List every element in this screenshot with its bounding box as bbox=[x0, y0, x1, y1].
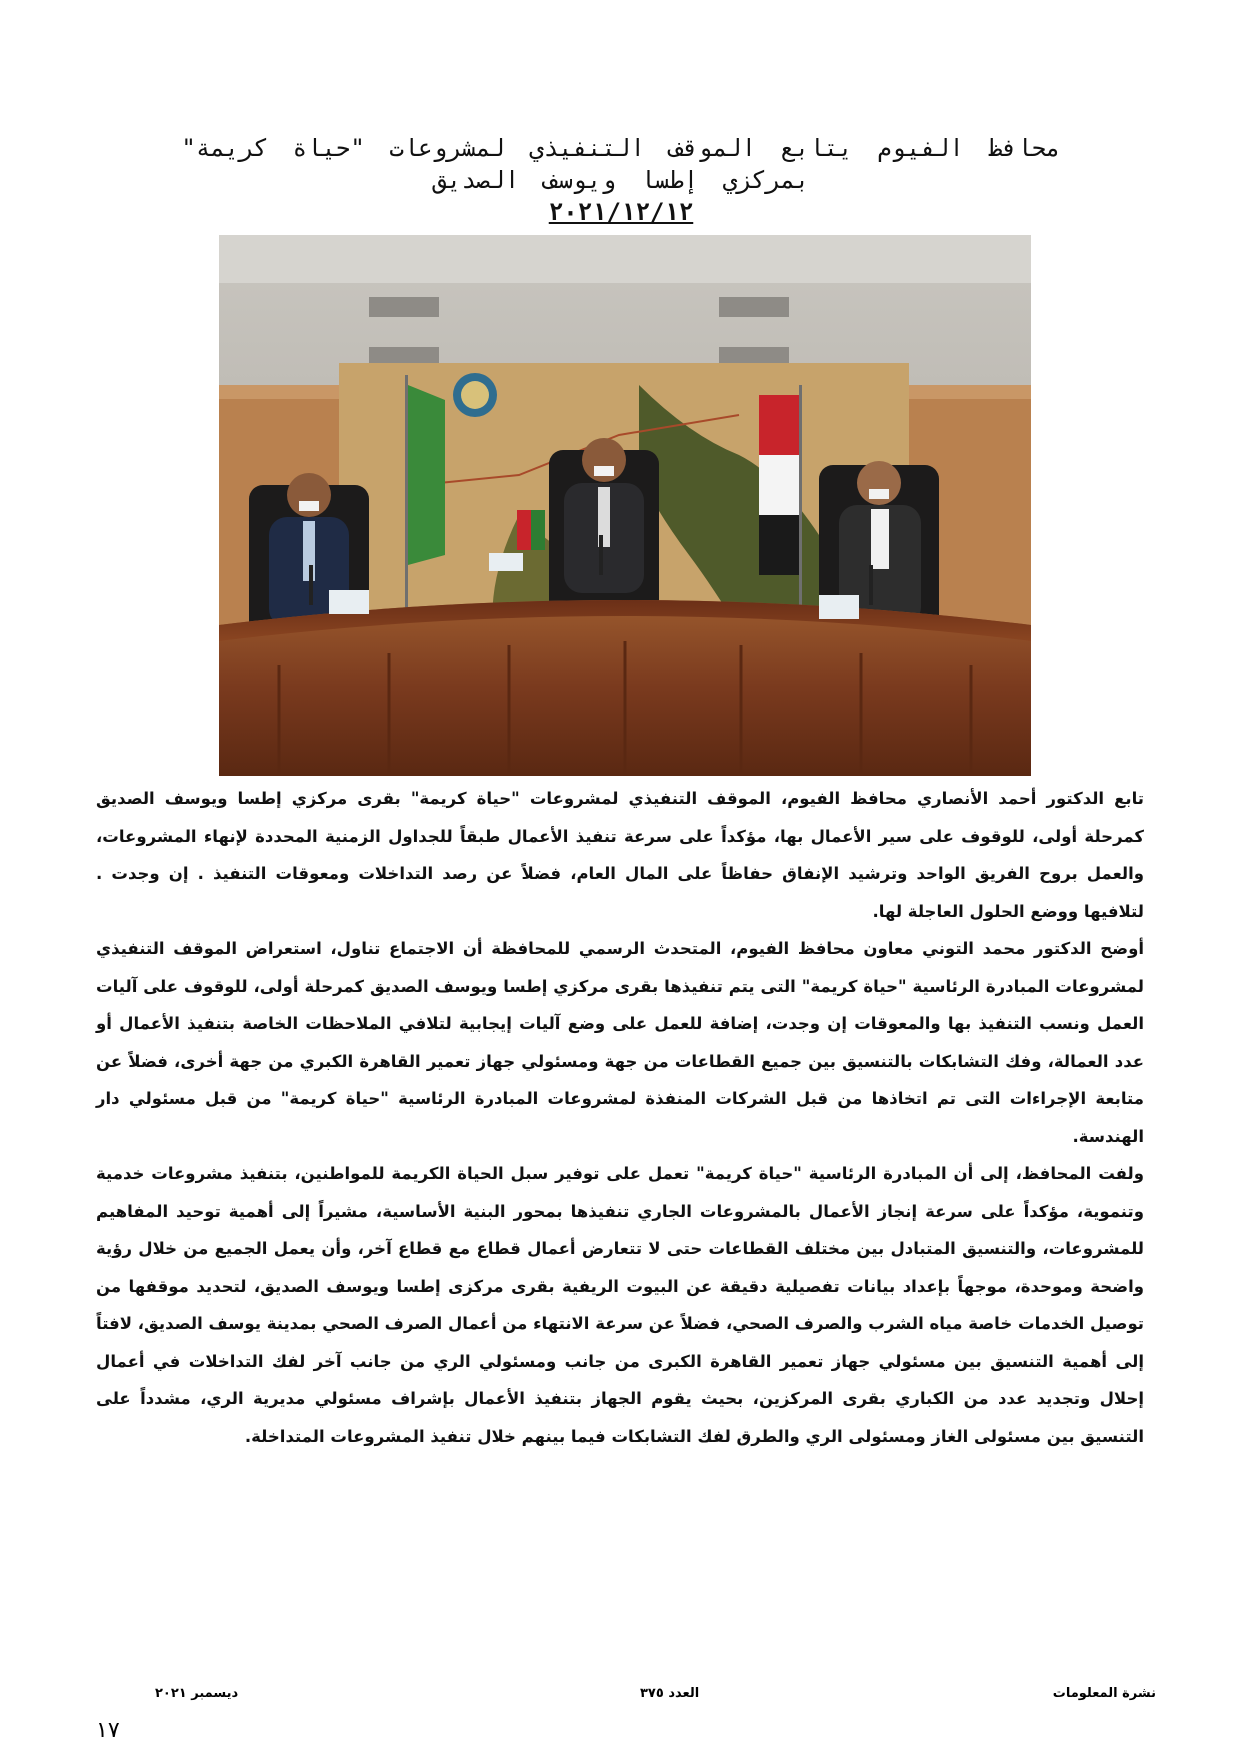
title-line-2: بمركزي إطسا ويوسف الصديق bbox=[432, 166, 810, 194]
article-body bbox=[96, 780, 1144, 1455]
page-footer bbox=[0, 1686, 1241, 1706]
meeting-photo-illustration bbox=[219, 235, 1031, 776]
footer-issue: العدد ٣٧٥ bbox=[640, 1686, 700, 1701]
meeting-photo bbox=[219, 235, 1031, 776]
footer-publication: نشرة المعلومات bbox=[1052, 1686, 1156, 1701]
footer-date: ديسمبر ٢٠٢١ bbox=[155, 1686, 239, 1701]
paragraph-3: ولفت المحافظ، إلى أن المبادرة الرئاسية "حياة كريمة" تعمل على توفير سبل الحياة الكريمة للمواطنين، بتنفيذ مشروعات خدمية وتنموية، مؤكداً على سرعة إنجاز الأعمال بالمشروعات الجاري تنفيذها بمحور البنية الأساسية، مشيراً إلى أهمية توحيد المفاهيم للمشروعات، والتنسيق المتبادل بين مختلف القطاعات حتى لا تتعارض أعمال قطاع مع قطاع آخر، وأن يعمل الجميع من خلال رؤية واضحة وموحدة، موجهاً بإعداد بيانات تفصيلية دقيقة عن البيوت الريفية بقرى مركزى إطسا ويوسف الصديق، لتحديد موقفها من توصيل الخدمات خاصة مياه الشرب والصرف الصحي، فضلاً عن سرعة الانتهاء من أعمال الصرف الصحي بمدينة يوسف الصديق، لافتاً إلى أهمية التنسيق بين مسئولي جهاز تعمير القاهرة الكبرى من جانب ومسئولي الري من جانب آخر لفك التداخلات في أعمال إحلال وتجديد عدد من الكباري بقرى المركزين، بحيث يقوم الجهاز بتنفيذ الأعمال بإشراف مسئولي مديرية الري، مشدداً على التنسيق بين مسئولى الغاز ومسئولى الري والطرق لفك التشابكات فيما بينهم خلال تنفيذ المشروعات المتداخلة. bbox=[96, 1164, 1144, 1446]
paragraph-2: أوضح الدكتور محمد التوني معاون محافظ الفيوم، المتحدث الرسمي للمحافظة أن الاجتماع تناول، استعراض الموقف التنفيذي لمشروعات المبادرة الرئاسية "حياة كريمة" التى يتم تنفيذها بقرى مركزي إطسا ويوسف الصديق كمرحلة أولى، للوقوف على آليات العمل ونسب التنفيذ بها والمعوقات إن وجدت، إضافة للعمل على وضع آليات إيجابية لتلافي الملاحظات الخاصة بتنفيذ الأعمال أو عدد العمالة، وفك التشابكات بالتنسيق بين جميع القطاعات من جهة ومسئولي جهاز تعمير القاهرة الكبري من جهة أخرى، فضلاً عن متابعة الإجراءات التى تم اتخاذها من قبل الشركات المنفذة لمشروعات المبادرة الرئاسية "حياة كريمة" من قبل مسئولي دار الهندسة. bbox=[96, 939, 1144, 1146]
article-title bbox=[130, 132, 1112, 228]
article-date: ٢٠٢١/١٢/١٢ bbox=[548, 198, 694, 226]
page-number: ١٧ bbox=[96, 1718, 120, 1743]
paragraph-1: تابع الدكتور أحمد الأنصاري محافظ الفيوم، الموقف التنفيذي لمشروعات "حياة كريمة" بقرى مركزي إطسا ويوسف الصديق كمرحلة أولى، للوقوف على سير الأعمال بها، مؤكداً على سرعة تنفيذ الأعمال طبقاً للجداول الزمنية المحددة لإنهاء المشروعات، والعمل بروح الفريق الواحد وترشيد الإنفاق حفاظاً على المال العام، فضلاً عن رصد التداخلات ومعوقات التنفيذ . إن وجدت . لتلافيها ووضع الحلول العاجلة لها. bbox=[96, 789, 1144, 921]
title-line-1: محافظ الفيوم يتابع الموقف التنفيذي لمشروعات "حياة كريمة" bbox=[181, 134, 1061, 162]
